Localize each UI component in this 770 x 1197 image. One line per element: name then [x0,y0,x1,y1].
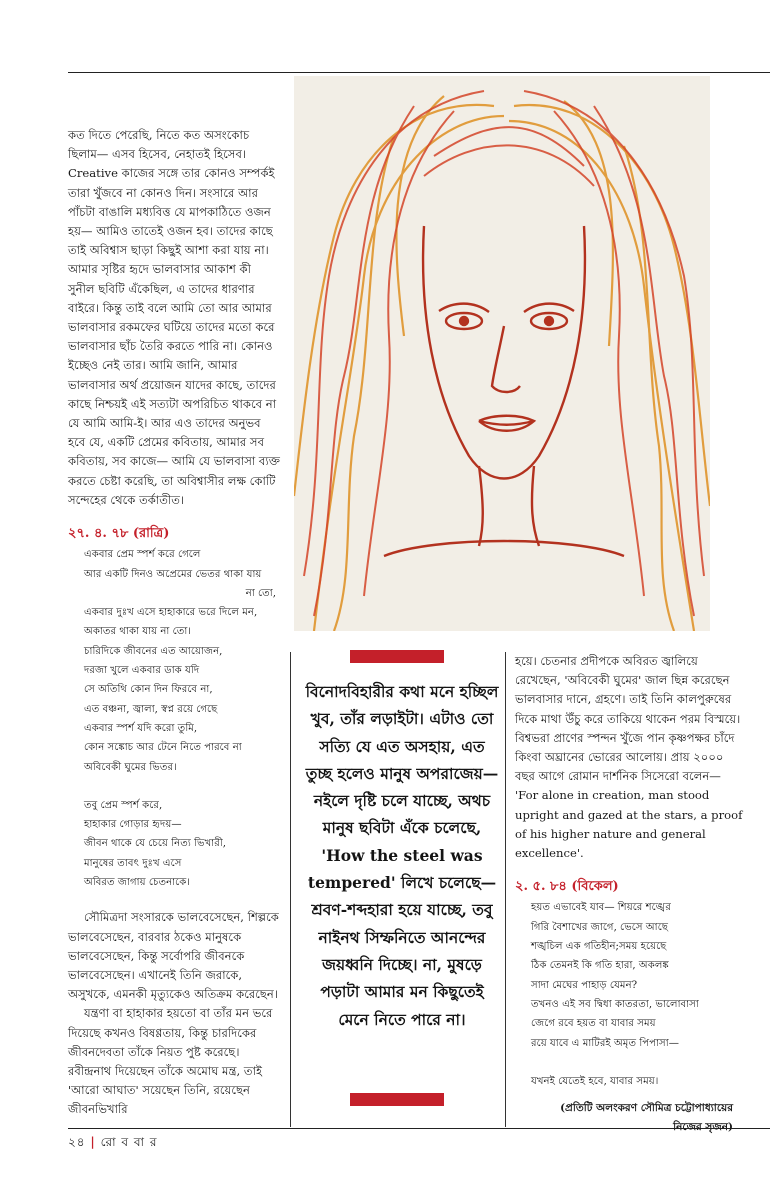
left-paragraph-2: সৌমিত্রদা সংসারকে ভালবেসেছেন, শিল্পকে ভালবেসেছেন, বারবার ঠকেও মানুষকে ভালবেসেছেন, কিন্তু সর্বোপরি জীবনকে ভালবেসেছেন। এখানেই তিনি জরাকে, অসুখকে, এমনকী মৃত্যুকেও অতিক্রম করেছেন। [68,910,279,1002]
left-paragraph-3: যন্ত্রণা বা হাহাকার হয়তো বা তাঁর মন ভরে দিয়েছে কখনও বিষণ্ণতায়, কিন্তু চারদিকের জীবনদেবতা তাঁকে নিয়ত পুষ্ট করেছে। রবীন্দ্রনাথ দিয়েছেন তাঁকে অমোঘ মন্ত্র, তাই 'আরো আঘাত' সয়েছেন তিনি, রয়েছেন জীবনভিখারি [68,1006,273,1117]
poem-1 [68,545,280,892]
poem-line: সে অতিথি কোন দিন ফিরবে না, [84,684,213,696]
magazine-name: রো ব বা র [100,1135,158,1149]
illustration-credit [515,1099,743,1137]
poem-line: একবার স্পর্শ যদি করো তুমি, [84,722,198,734]
left-column [68,126,280,1120]
page-footer [68,1134,157,1154]
poem-line: হয়ত এভাবেই যাব— শিয়রে শঙ্খের [531,902,671,914]
poem-line: না তো, [245,587,276,599]
poem-line: দরজা খুলে একবার ডাক যদি [84,665,200,677]
top-rule [68,72,770,73]
poem-line: অবিবেকী ঘুমের ভিতর। [84,761,177,773]
page-number: ২৪ [68,1135,86,1149]
portrait-illustration [294,76,710,631]
poem-line: একবার দুঃখ এসে হাহাকারে ভরে দিলে মন, [84,607,258,619]
pull-quote-left-divider [290,652,291,1127]
footer-separator: | [90,1135,96,1149]
poem-line: শঙ্খচিল এক গতিহীন;সময় হয়েছে [531,941,667,953]
poem-line: রয়ে যাবে এ মাটিরই অমৃত পিপাসা— [531,1037,679,1049]
poem-line: অবিরত জাগায় চেতনাকে। [84,877,191,889]
poem-line: তখনও এই সব দ্বিধা কাতরতা, ভালোবাসা [531,998,699,1010]
poem-line: গিরি বৈশাখের জাগে, ভেসে আছে [531,921,668,933]
poem-line: আর একটি দিনও অপ্রেমের ভেতর থাকা যায় [84,568,262,580]
portrait-sketch-icon [294,76,710,631]
poem-line: কোন সঙ্কোচ আর টেনে নিতে পারবে না [84,742,242,754]
poem-2 [515,898,743,1091]
right-paragraph: হয়ে। চেতনার প্রদীপকে অবিরত জ্বালিয়ে রেখেছেন, 'অবিবেকী ঘুমের' জাল ছিন্ন করেছেন ভালবাসার দানে, গ্রহণে। তাই তিনি কালপুরুষের দিকে মাথা উঁচু করে তাকিয়ে থাকেন পরম বিস্ময়ে। বিশ্বভরা প্রাণের স্পন্দন খুঁজে পান কৃষ্ণপক্ষর চাঁদে কিংবা অঘ্রানের ভোরের আলোয়। প্রায় ২০০০ বছর আগে রোমান দার্শনিক সিসেরো বলেন— 'For alone in creation, man stood upright and gazed at the stars, a proof of his higher nature and general excellence'. [515,654,743,861]
poem-line: চারিদিকে জীবনের এত আয়োজন, [84,645,223,657]
pull-quote-right-divider [505,652,506,1127]
pull-quote-top-bar [350,650,444,663]
right-column [515,652,743,1137]
pull-quote: বিনোদবিহারীর কথা মনে হচ্ছিল খুব, তাঁর লড়াইটা। এটাও তো সত্যি যে এত অসহায়, এত তুচ্ছ হলেও মানুষ অপরাজেয়— নইলে দৃষ্টি চলে যাচ্ছে, অথচ মানুষ ছবিটা এঁকে চলেছে, 'How the steel was tempered' লিখে চলেছে— শ্রবণ-শব্দহারা হয়ে যাচ্ছে, তবু নাইনথ সিম্ফনিতে আনন্দের জয়ধ্বনি দিচ্ছে। না, মুষড়ে পড়াটা আমার মন কিছুতেই মেনে নিতে পারে না। [305,682,499,1029]
poem-line: মানুষের তাবৎ দুঃখ এসে [84,857,182,869]
poem-line [531,1053,743,1072]
left-paragraph: কত দিতে পেরেছি, নিতে কত অসংকোচ ছিলাম— এসব হিসেব, নেহাতই হিসেব। Creative কাজের সঙ্গে তার কোনও সম্পর্কই তারা খুঁজবে না কোনও দিন। সংসারে আর পাঁচটা বাঙালি মধ্যবিত্ত যে মাপকাঠিতে ওজন হয়— আমিও তাতেই ওজন হব। তাদের কাছে তাই অবিশ্বাস ছাড়া কিছুই আশা করা যায় না। আমার সৃষ্টির হৃদে ভালবাসার আকাশ কী সুনীল ছবিটি এঁকেছিল, এ তাদের ধারণার বাইরে। কিন্তু তাই বলে আমি তো আর আমার ভালবাসার রকমফের ঘটিয়ে তাদের মতো করে ভালবাসার ছাঁচ তৈরি করতে পারি না। কোনও ইচ্ছেও নেই তার। আমি জানি, আমার ভালবাসার অর্থ প্রয়োজন যাদের কাছে, তাদের কাছে নিশ্চয়ই এই সত্যটা অপরিচিত থাকবে না যে আমি আমি-ই। আর এও তাদের অনুভব হবে যে, একটি প্রেমের কবিতায়, আমার সব কবিতায়, সব কাজে— আমি যে ভালবাসা ব্যক্ত করতে চেষ্টা করেছি, তা অবিশ্বাসীর লক্ষ কোটি সন্দেহের থেকে তর্কাতীত। [68,128,280,507]
poem-line: এত বঞ্চনা, জ্বালা, স্বপ্ন রয়ে গেছে [84,703,218,715]
poem-line: একবার প্রেম স্পর্শ করে গেলে [84,549,201,561]
diary-date-heading-2: ২. ৫. ৮৪ (বিকেল) [515,879,619,895]
bottom-rule [68,1128,770,1129]
diary-date-heading: ২৭. ৪. ৭৮ (রাত্রি) [68,526,170,542]
poem-line: হাহাকার গোড়ার হৃদয়— [84,819,182,831]
credit-line-1: (প্রতিটি অলংকরণ সৌমিত্র চট্টোপাধ্যায়ের [560,1102,733,1115]
pull-quote-bottom-bar [350,1093,444,1106]
poem-line: ঠিক তেমনই কি গতি হারা, অকলঙ্ক [531,960,669,972]
poem-line [84,777,280,796]
poem-line: জেগে রবে হয়ত বা যাবার সময় [531,1018,656,1030]
poem-line: তবু প্রেম স্পর্শ করে, [84,799,163,811]
poem-line: যখনই যেতেই হবে, যাবার সময়। [531,1075,659,1087]
poem-line: অকাতর থাকা যায় না তো। [84,626,191,638]
poem-line: জীবন থাকে যে চেয়ে নিত্য ভিখারী, [84,838,226,850]
poem-line: সাদা মেঘের পাহাড় যেমন? [531,979,638,991]
